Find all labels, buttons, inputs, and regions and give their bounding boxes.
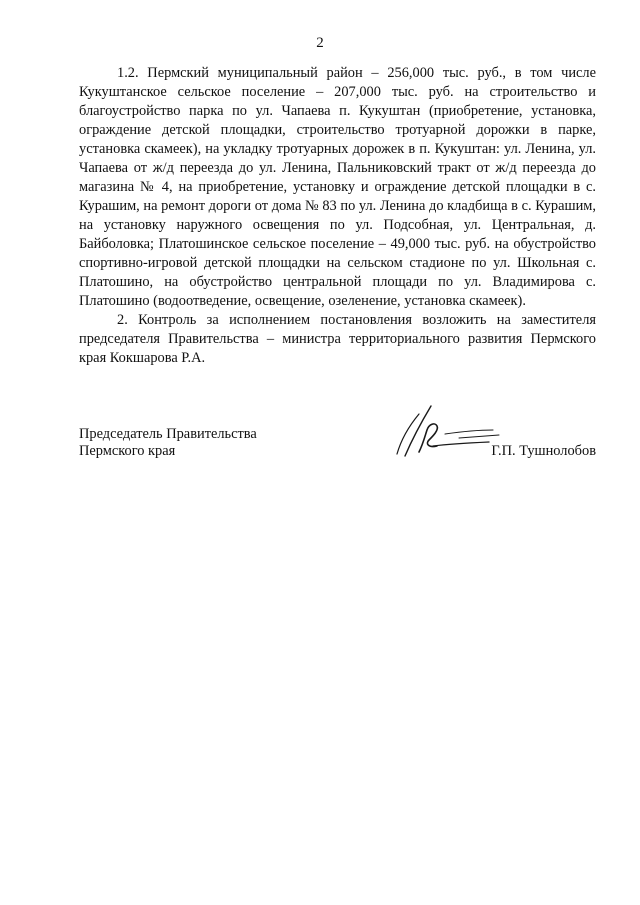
signature-block — [79, 426, 596, 466]
paragraph-2: 2. Контроль за исполнением постановления возложить на заместителя председателя Правительства – министра территориального развития Пермского края Кокшарова Р.А. — [79, 312, 596, 366]
signer-name: Г.П. Тушнолобов — [491, 443, 596, 459]
signer-title-line-1: Председатель Правительства — [79, 426, 257, 442]
signer-title-line-2: Пермского края — [79, 443, 176, 459]
document-body — [79, 64, 596, 368]
signer-title — [79, 426, 339, 460]
page-number: 2 — [316, 35, 324, 51]
paragraph-1-2: 1.2. Пермский муниципальный район – 256,000 тыс. руб., в том числе Кукуштанское сельское поселение – 207,000 тыс. руб. на строительство и благоустройство парка по ул. Чапаева п. Кукуштан (приобретение, установка, ограждение детской площадки, строительство тротуарной дорожки в парке, установка скамеек), на укладку тротуарных дорожек в п. Кукуштан: ул. Ленина, ул. Чапаева от ж/д переезда до ул. Ленина, Пальниковский тракт от ж/д переезда до магазина № 4, на приобретение, установку и ограждение детской площадки в с. Курашим, на ремонт дороги от дома № 83 по ул. Ленина до кладбища в с. Курашим, на установку наружного освещения по ул. Подсобная, ул. Центральная, д. Байболовка; Платошинское сельское поселение – 49,000 тыс. руб. на обустройство спортивно-игровой детской площадки на сельском стадионе по ул. Школьная с. Платошино, на обустройство центральной площади по ул. Владимирова с. Платошино (водоотведение, освещение, озеленение, установка скамеек). — [79, 65, 596, 309]
